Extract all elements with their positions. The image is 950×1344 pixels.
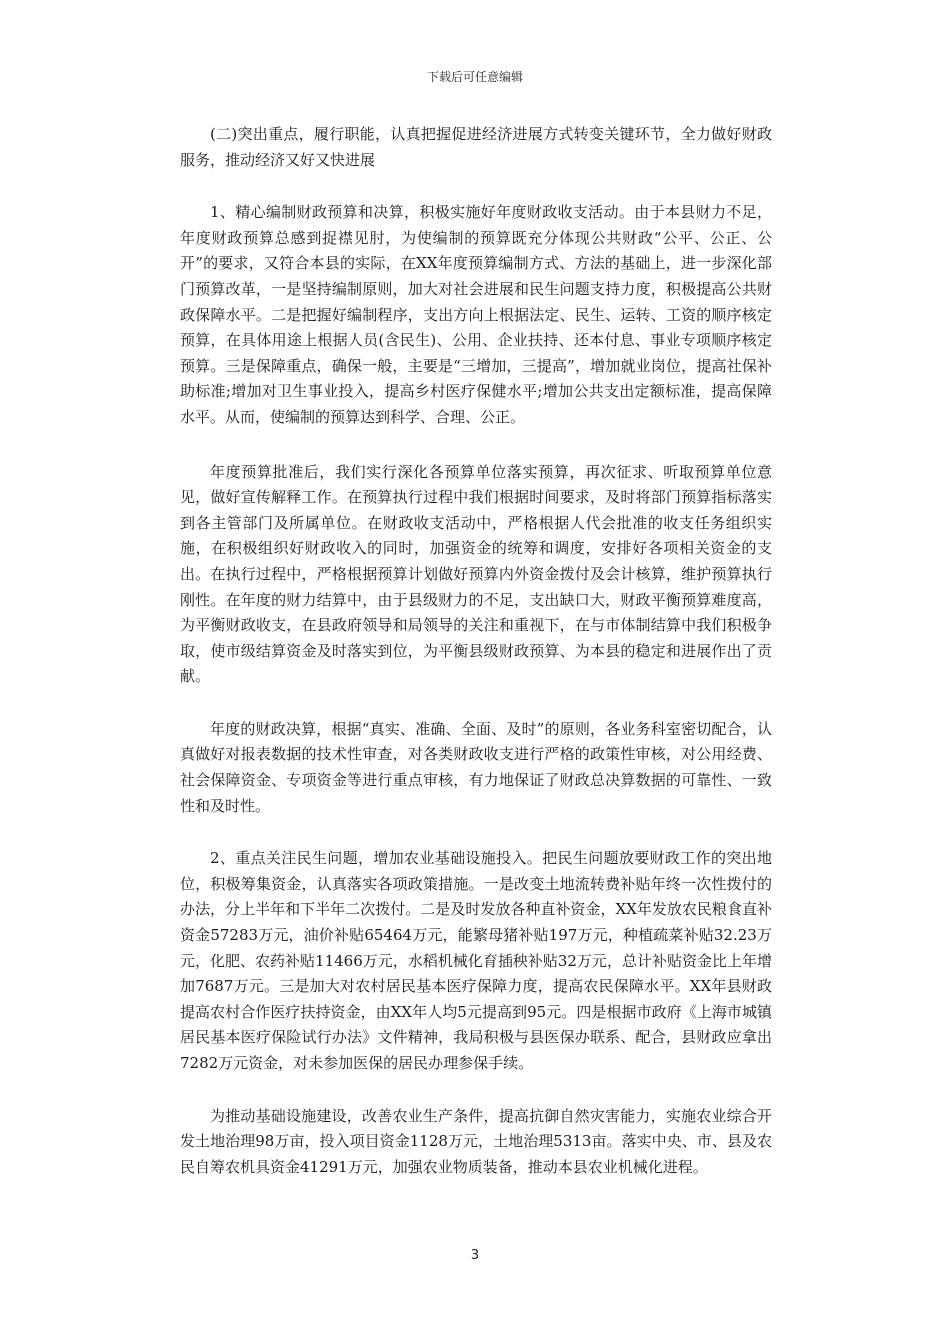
document-body	[180, 122, 772, 1207]
paragraph-final-accounts: 年度的财政决算，根据“真实、准确、全面、及时”的原则，各业务科室密切配合，认真做好对报表数据的技术性审查，对各类财政收支进行严格的政策性审核，对公用经费、社会保障资金、专项资金等进行重点审核，有力地保证了财政总决算数据的可靠性、一致性和及时性。	[180, 719, 772, 815]
paragraph-budget-compilation: 1、精心编制财政预算和决算，积极实施好年度财政收支活动。由于本县财力不足，年度财政预算总感到捉襟见肘，为使编制的预算既充分体现公共财政“公平、公正、公开”的要求，又符合本县的实际，在XX年度预算编制方式、方法的基础上，进一步深化部门预算改革，一是坚持编制原则，加大对社会进展和民生问题支持力度，积极提高公共财政保障水平。二是把握好编制程序，支出方向上根据法定、民生、运转、工资的顺序核定预算，在具体用途上根据人员(含民生)、公用、企业扶持、还本付息、事业专项顺序核定预算。三是保障重点，确保一般，主要是“三增加，三提高”，增加就业岗位，提高社保补助标准;增加对卫生事业投入，提高乡村医疗保健水平;增加公共支出定额标准，提高保障水平。从而，使编制的预算达到科学、合理、公正。	[180, 203, 772, 426]
paragraph-budget-execution: 年度预算批准后，我们实行深化各预算单位落实预算，再次征求、听取预算单位意见，做好宣传解释工作。在预算执行过程中我们根据时间要求，及时将部门预算指标落实到各主管部门及所属单位。在财政收支活动中，严格根据人代会批准的收支任务组织实施，在积极组织好财政收入的同时，加强资金的统筹和调度，安排好各项相关资金的支出。在执行过程中，严格根据预算计划做好预算内外资金拨付及会计核算，维护预算执行刚性。在年度的财力结算中，由于县级财力的不足，支出缺口大，财政平衡预算难度高，为平衡财政收支，在县政府领导和局领导的关注和重视下，在与市体制结算中我们积极争取，使市级结算资金及时落实到位，为平衡县级财政预算、为本县的稳定和进展作出了贡献。	[180, 462, 772, 686]
page-number: 3	[470, 1248, 480, 1263]
paragraph-infrastructure: 为推动基础设施建设，改善农业生产条件，提高抗御自然灾害能力，实施农业综合开发土地治理98万亩，投入项目资金1128万元，土地治理5313亩。落实中央、市、县及农民自筹农机具资金41291万元，加强农业物质装备，推动本县农业机械化进程。	[180, 1106, 772, 1176]
page-header-note: 下载后可任意编辑	[426, 70, 523, 84]
section-heading-paragraph: (二)突出重点，履行职能，认真把握促进经济进展方式转变关键环节，全力做好财政服务，推动经济又好又快进展	[180, 125, 772, 169]
paragraph-livelihood: 2、重点关注民生问题，增加农业基础设施投入。把民生问题放要财政工作的突出地位，积极筹集资金，认真落实各项政策措施。一是改变土地流转费补贴年终一次性拨付的办法，分上半年和下半年二次拨付。二是及时发放各种直补资金，XX年发放农民粮食直补资金57283万元，油价补贴65464万元，能繁母猪补贴197万元，种植疏菜补贴32.23万元，化肥、农药补贴11466万元，水稻机械化育插秧补贴32万元，总计补贴资金比上年增加7687万元。三是加大对农村居民基本医疗保障力度，提高农民保障水平。XX年县财政提高农村合作医疗扶持资金，由XX年人均5元提高到95元。四是根据市政府《上海市城镇居民基本医疗保险试行办法》文件精神，我局积极与县医保办联系、配合，县财政应拿出7282万元资金，对未参加医保的居民办理参保手续。	[180, 849, 772, 1072]
